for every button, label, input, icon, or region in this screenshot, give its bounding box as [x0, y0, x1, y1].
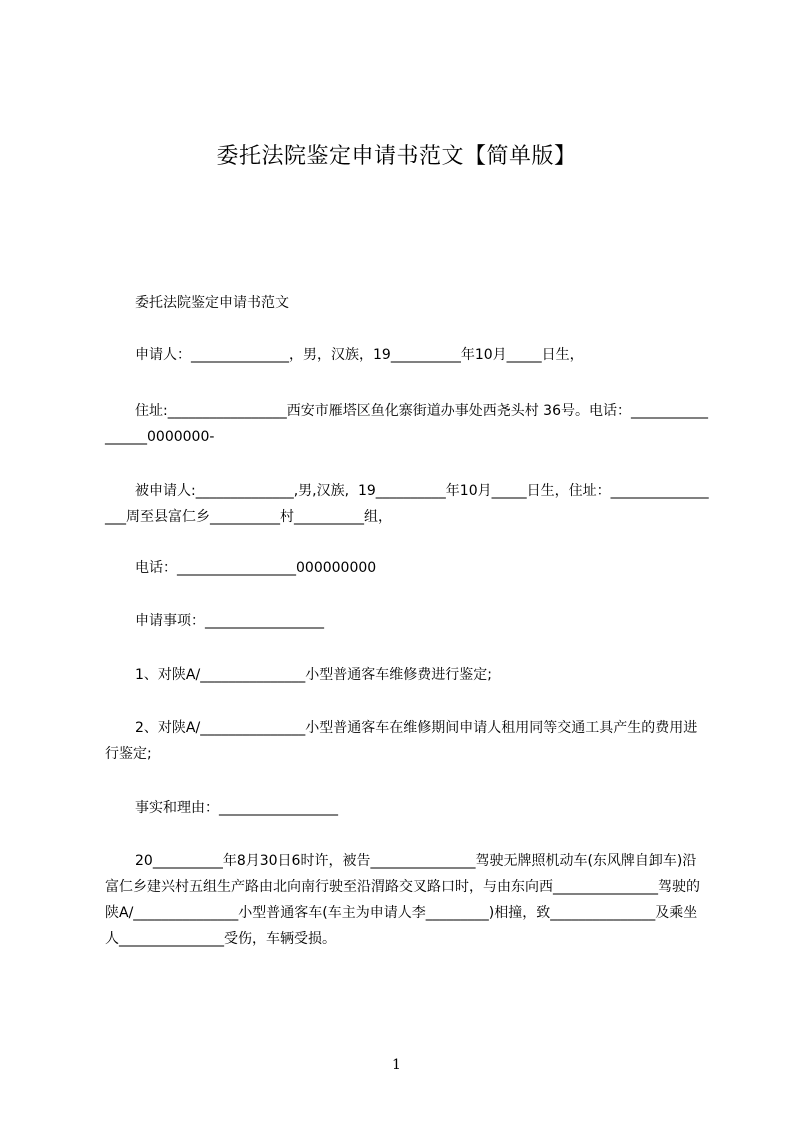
respondent-paragraph: 被申请人:______________,男,汉族, 19__________年10月_____日生，住址：_________________周至县富仁乡__________村__________组，: [105, 483, 709, 525]
heading-paragraph: 委托法院鉴定申请书范文: [135, 295, 289, 311]
item-2-paragraph: 2、对陕A/_______________小型普通客车在维修期间申请人租用同等交通工具产生的费用进行鉴定;: [105, 720, 698, 762]
address-paragraph: 住址:_________________西安市雁塔区鱼化寨街道办事处西尧头村 36号。电话：_________________0000000-: [105, 403, 708, 445]
facts-heading-paragraph: 事实和理由：_________________: [135, 800, 338, 816]
item-1-paragraph: 1、对陕A/_______________小型普通客车维修费进行鉴定;: [135, 667, 492, 683]
facts-body-paragraph: 20__________年8月30日6时许，被告_______________驾驶无牌照机动车(东风牌自卸车)沿富仁乡建兴村五组生产路由北向南行驶至沿渭路交叉路口时，与由东向西_______________驾驶的陕A/_______________小型普通客车(车主为申请人李_________)相撞，致_______________及乘坐人_______________受伤，车辆受损。: [105, 853, 700, 947]
page-number: 1: [392, 1057, 401, 1073]
document-title: 委托法院鉴定申请书范文【简单版】: [216, 144, 577, 169]
matters-paragraph: 申请事项：_________________: [135, 613, 324, 629]
phone-paragraph: 电话：_________________000000000: [135, 560, 377, 576]
applicant-paragraph: 申请人：______________，男，汉族，19__________年10月_____日生，: [135, 347, 584, 363]
